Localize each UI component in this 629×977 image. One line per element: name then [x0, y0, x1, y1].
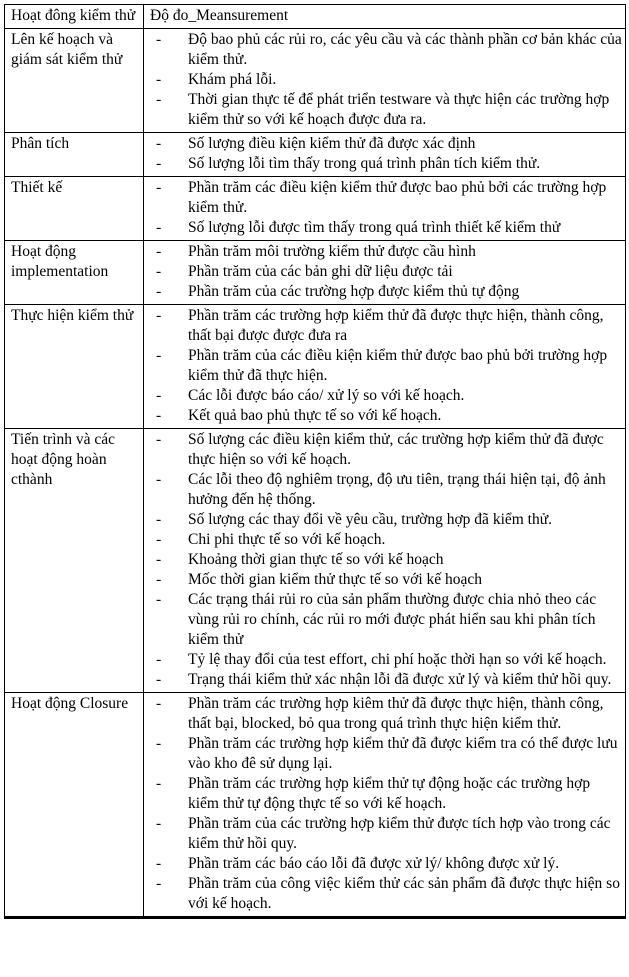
measurement-cell [144, 305, 626, 429]
measurement-item [144, 386, 622, 406]
bullet-dash: - [156, 551, 162, 568]
measurement-text: Các lỗi được báo cáo/ xử lý so với kế hoạch. [188, 387, 465, 404]
bullet-dash: - [156, 531, 162, 548]
measurement-text: Trạng thái kiểm thử xác nhận lỗi đã được xử lý và kiểm thử hồi quy. [188, 671, 612, 688]
measurement-text: Độ bao phủ các rủi ro, các yêu cầu và các thành phần cơ bản khác của kiểm thử. [188, 31, 622, 68]
bullet-dash: - [156, 671, 162, 688]
measurement-text: Phần trăm của các trường hợp được kiểm thủ tự động [188, 283, 520, 300]
measurement-cell [144, 177, 626, 241]
bullet-dash: - [156, 591, 162, 608]
bullet-dash: - [156, 407, 162, 424]
table-row [5, 693, 626, 918]
measurement-text: Số lượng các điều kiện kiểm thử, các trường hợp kiểm thử đã được thực hiện so với kế hoạch. [188, 431, 604, 468]
bullet-dash: - [156, 571, 162, 588]
measurement-item [144, 154, 622, 174]
table-row [5, 133, 626, 177]
bullet-dash: - [156, 283, 162, 300]
activity-cell: Hoạt động Closure [5, 693, 144, 918]
measurement-text: Các trạng thái rủi ro của sản phẩm thường được chia nhỏ theo các vùng rủi ro chính, các rủi ro mới được phát hiển sau khi phân tích kiểm thử [188, 591, 597, 648]
measurement-text: Phần trăm các điều kiện kiểm thử được bao phủ bởi các trường hợp kiểm thử. [188, 179, 607, 216]
activity-cell: Tiến trình và các hoạt động hoàn cthành [5, 429, 144, 693]
table-row [5, 241, 626, 305]
measurement-item [144, 70, 622, 90]
measurement-text: Phần trăm các trường hợp kiểm thử tự động hoặc các trường hợp kiểm thử tự động thực tế so với kế hoạch. [188, 775, 591, 812]
activity-cell: Hoạt động implementation [5, 241, 144, 305]
activity-cell: Lên kế hoạch và giám sát kiểm thử [5, 29, 144, 133]
measurement-item [144, 670, 622, 690]
measurement-item [144, 262, 622, 282]
measurement-item [144, 134, 622, 154]
measurement-text: Tỷ lệ thay đổi của test effort, chi phí hoặc thời hạn so với kế hoạch. [188, 651, 607, 668]
bullet-dash: - [156, 347, 162, 364]
measurement-item [144, 570, 622, 590]
measurement-item [144, 306, 622, 346]
measurement-text: Mốc thời gian kiểm thử thực tế so với kế hoạch [188, 571, 483, 588]
table-row [5, 177, 626, 241]
measurement-text: Số lượng các thay đổi về yêu cầu, trường hợp đã kiểm thử. [188, 511, 553, 528]
bullet-dash: - [156, 875, 162, 892]
test-measurement-table [4, 4, 626, 919]
bullet-dash: - [156, 219, 162, 236]
measurement-item [144, 470, 622, 510]
measurement-text: Số lượng lỗi tìm thấy trong quá trình phân tích kiểm thử. [188, 155, 541, 172]
measurement-text: Phần trăm các trường hợp kiểm thử đã được thực hiện, thành công, thất bại được được đưa ra [188, 307, 604, 344]
measurement-text: Thời gian thực tế để phát triển testware và thực hiện các trường hợp kiểm thử so với kế hoạch được đưa ra. [188, 91, 610, 128]
measurement-cell [144, 429, 626, 693]
bullet-dash: - [156, 651, 162, 668]
measurement-item [144, 874, 622, 914]
bullet-dash: - [156, 735, 162, 752]
header-measurement-cell: Độ đo_Meansurement [144, 5, 626, 29]
measurement-text: Phần trăm môi trường kiểm thử được cầu hình [188, 243, 476, 260]
measurement-item [144, 590, 622, 650]
bullet-dash: - [156, 775, 162, 792]
measurement-item [144, 814, 622, 854]
table-row [5, 305, 626, 429]
bullet-dash: - [156, 511, 162, 528]
measurement-item [144, 346, 622, 386]
activity-cell: Phân tích [5, 133, 144, 177]
measurement-item [144, 694, 622, 734]
measurement-cell [144, 29, 626, 133]
measurement-item [144, 218, 622, 238]
measurement-cell [144, 133, 626, 177]
measurement-text: Phần trăm của công việc kiểm thử các sản phẩm đã được thực hiện so với kế hoạch. [188, 875, 620, 912]
bullet-dash: - [156, 135, 162, 152]
bullet-dash: - [156, 387, 162, 404]
bullet-dash: - [156, 855, 162, 872]
measurement-item [144, 774, 622, 814]
table-row [5, 29, 626, 133]
measurement-text: Số lượng điều kiện kiểm thử đã được xác định [188, 135, 476, 152]
measurement-item [144, 550, 622, 570]
bullet-dash: - [156, 471, 162, 488]
measurement-text: Phần trăm của các bản ghi dữ liệu được tải [188, 263, 453, 280]
measurement-text: Phần trăm các trường hợp kiểm thử đã được kiểm tra có thể được lưu vào kho đê sử dụng lại. [188, 735, 618, 772]
measurement-item [144, 282, 622, 302]
measurement-text: Phần trăm của các điều kiện kiểm thử được bao phủ bởi trường hợp kiểm thử đã thực hiện. [188, 347, 608, 384]
measurement-text: Kết quả bao phủ thực tế so với kế hoạch. [188, 407, 442, 424]
measurement-item [144, 430, 622, 470]
table-row [5, 429, 626, 693]
measurement-item [144, 530, 622, 550]
bullet-dash: - [156, 71, 162, 88]
bullet-dash: - [156, 243, 162, 260]
bullet-dash: - [156, 155, 162, 172]
measurement-text: Số lượng lỗi được tìm thấy trong quá trình thiết kế kiểm thử [188, 219, 561, 236]
measurement-item [144, 406, 622, 426]
measurement-text: Phần trăm các trường hợp kiêm thử đã được thực hiện, thành công, thất bại, blocked, bỏ qua trong quá trình thực hiện kiểm thử. [188, 695, 604, 732]
measurement-text: Khám phá lỗi. [188, 71, 277, 88]
measurement-text: Phần trăm các báo cáo lỗi đã được xử lý/ không được xử lý. [188, 855, 560, 872]
measurement-cell [144, 693, 626, 918]
measurement-item [144, 854, 622, 874]
header-row [5, 5, 626, 29]
bullet-dash: - [156, 307, 162, 324]
bullet-dash: - [156, 263, 162, 280]
measurement-item [144, 90, 622, 130]
header-activity-cell: Hoạt đông kiểm thử [5, 5, 144, 29]
activity-cell: Thực hiện kiểm thử [5, 305, 144, 429]
bullet-dash: - [156, 31, 162, 48]
measurement-text: Chi phi thực tế so với kế hoạch. [188, 531, 386, 548]
measurement-text: Khoảng thời gian thực tế so với kế hoạch [188, 551, 444, 568]
measurement-item [144, 178, 622, 218]
bullet-dash: - [156, 815, 162, 832]
measurement-item [144, 30, 622, 70]
measurement-cell [144, 241, 626, 305]
measurement-item [144, 650, 622, 670]
bullet-dash: - [156, 695, 162, 712]
bullet-dash: - [156, 431, 162, 448]
measurement-text: Các lỗi theo độ nghiêm trọng, độ ưu tiên, trạng thái hiện tại, độ ảnh hưởng đến hệ thống. [188, 471, 606, 508]
measurement-item [144, 510, 622, 530]
activity-cell: Thiết kế [5, 177, 144, 241]
bullet-dash: - [156, 91, 162, 108]
measurement-item [144, 734, 622, 774]
measurement-text: Phần trăm của các trường hợp kiểm thử được tích hợp vào trong các kiểm thử hồi quy. [188, 815, 611, 852]
measurement-item [144, 242, 622, 262]
bullet-dash: - [156, 179, 162, 196]
